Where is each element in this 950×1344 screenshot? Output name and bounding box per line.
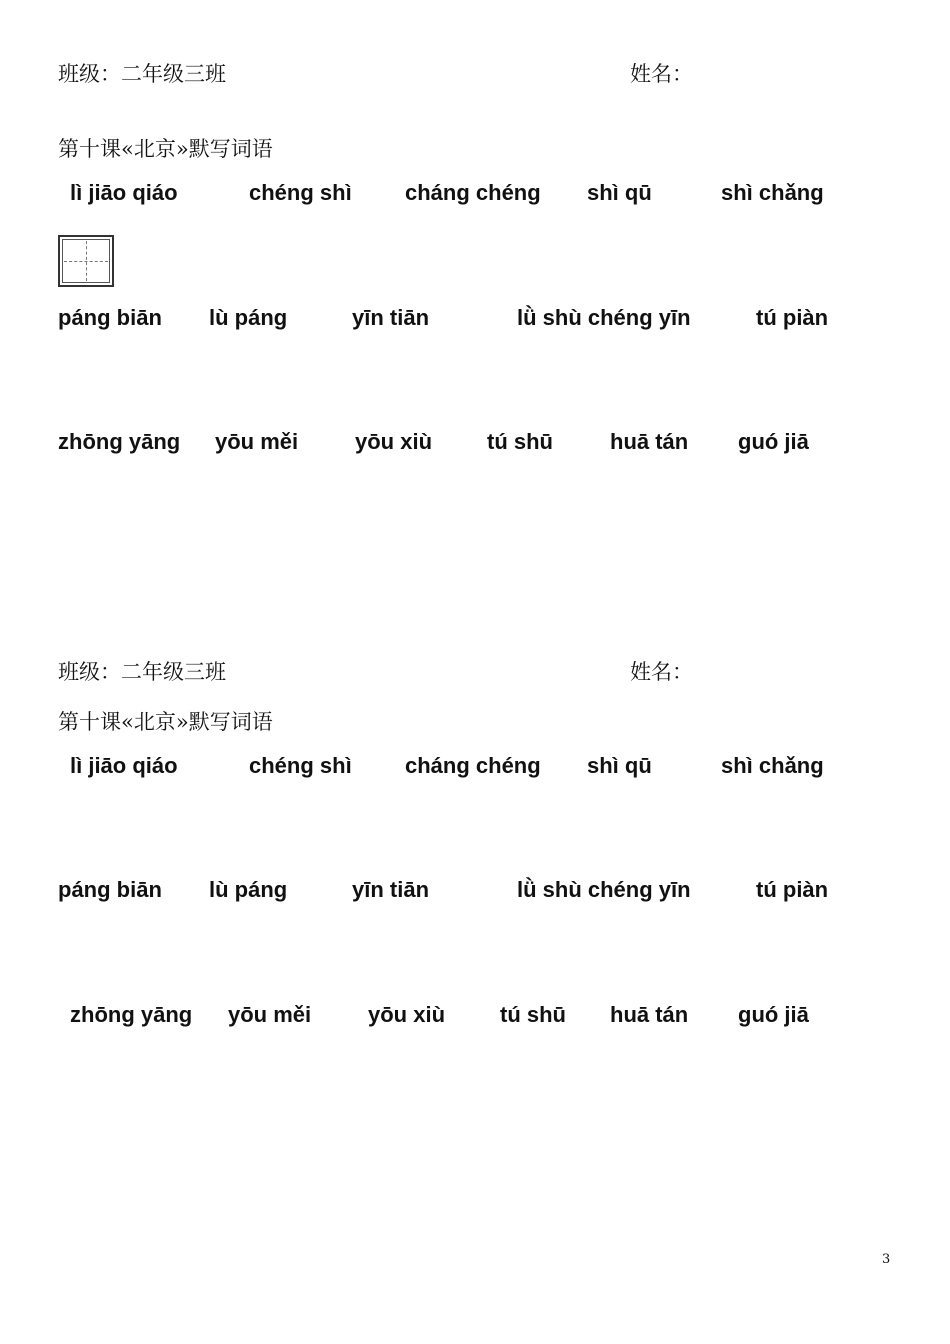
- pinyin-word: shì qū: [587, 753, 652, 778]
- pinyin-row: [0, 305, 950, 335]
- pinyin-word: chéng shì: [249, 180, 352, 205]
- class-label: 班级：二年级三班: [58, 62, 226, 86]
- pinyin-row: [0, 180, 950, 210]
- pinyin-word: shì qū: [587, 180, 652, 205]
- pinyin-word: yōu xiù: [368, 1002, 446, 1027]
- pinyin-row: [0, 877, 950, 907]
- pinyin-word: yīn tiān: [352, 877, 430, 902]
- writing-grid-box: [58, 235, 114, 287]
- pinyin-word: shì chǎng: [721, 753, 824, 778]
- lesson-title: 第十课«北京»默写词语: [58, 710, 273, 734]
- pinyin-word: lì jiāo qiáo: [70, 180, 178, 205]
- pinyin-word: tú shū: [500, 1002, 566, 1027]
- pinyin-word: guó jiā: [738, 429, 809, 454]
- pinyin-word: yōu měi: [228, 1002, 312, 1027]
- pinyin-word: chéng shì: [249, 753, 352, 778]
- pinyin-word: yōu měi: [215, 429, 299, 454]
- pinyin-word: cháng chéng: [405, 753, 541, 778]
- pinyin-word: shì chǎng: [721, 180, 824, 205]
- pinyin-word: zhōng yāng: [70, 1002, 193, 1027]
- pinyin-word: guó jiā: [738, 1002, 809, 1027]
- pinyin-word: yīn tiān: [352, 305, 430, 330]
- pinyin-word: tú piàn: [756, 305, 829, 330]
- name-label: 姓名：: [630, 62, 693, 86]
- pinyin-word: lù páng: [209, 877, 288, 902]
- pinyin-word: páng biān: [58, 877, 162, 902]
- pinyin-word: lù páng: [209, 305, 288, 330]
- pinyin-row: [0, 753, 950, 783]
- pinyin-word: tú piàn: [756, 877, 829, 902]
- pinyin-row: [0, 429, 950, 459]
- pinyin-word: huā tán: [610, 429, 689, 454]
- page-number: 3: [882, 1252, 891, 1267]
- pinyin-word: tú shū: [487, 429, 553, 454]
- pinyin-word: cháng chéng: [405, 180, 541, 205]
- pinyin-word: lì jiāo qiáo: [70, 753, 178, 778]
- pinyin-word: lǜ shù chéng yīn: [517, 305, 691, 330]
- pinyin-word: yōu xiù: [355, 429, 433, 454]
- class-label: 班级：二年级三班: [58, 660, 226, 684]
- lesson-title: 第十课«北京»默写词语: [58, 137, 273, 161]
- pinyin-row: [0, 1002, 950, 1032]
- pinyin-word: páng biān: [58, 305, 162, 330]
- pinyin-word: zhōng yāng: [58, 429, 181, 454]
- name-label: 姓名：: [630, 660, 693, 684]
- pinyin-word: lǜ shù chéng yīn: [517, 877, 691, 902]
- pinyin-word: huā tán: [610, 1002, 689, 1027]
